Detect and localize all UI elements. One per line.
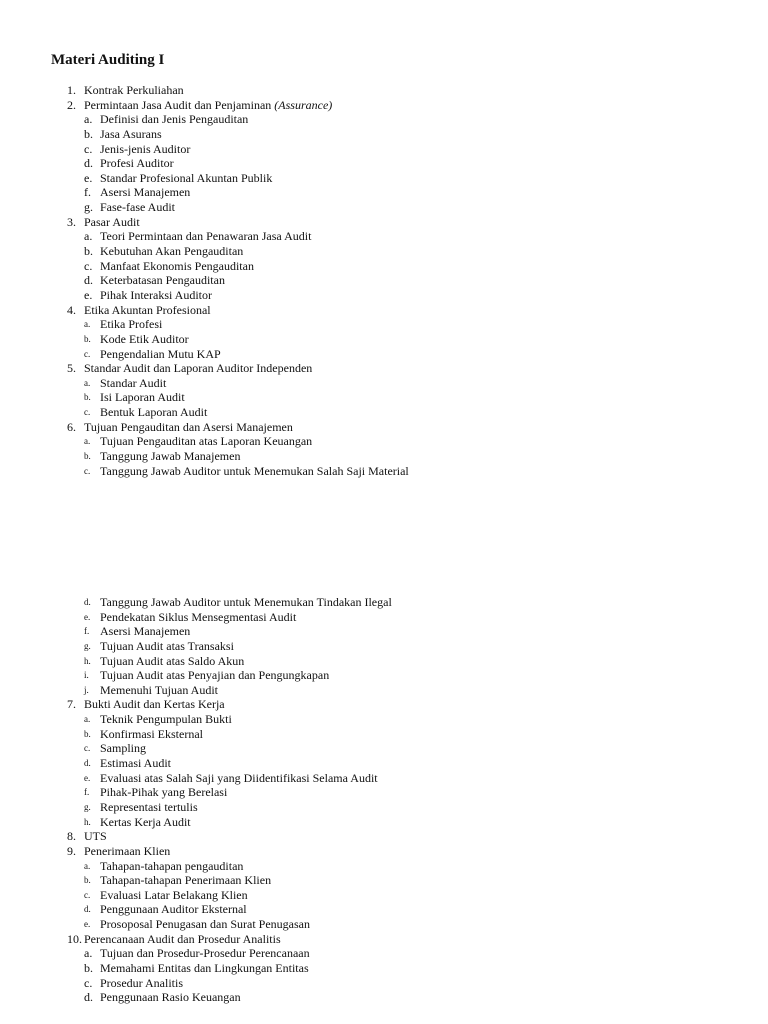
list-item-label: Pengendalian Mutu KAP — [100, 346, 221, 361]
list-item-label: Tujuan Pengauditan atas Laporan Keuangan — [100, 434, 313, 449]
list-marker: c. — [84, 407, 91, 418]
sub-list-item — [0, 273, 768, 288]
list-marker: c. — [84, 889, 91, 900]
list-item — [0, 844, 768, 859]
list-item-label: Estimasi Audit — [100, 756, 172, 771]
sub-list-item — [0, 390, 768, 405]
list-marker: 7. — [67, 697, 76, 712]
list-item-label: Permintaan Jasa Audit dan Penjaminan — [84, 97, 275, 112]
list-item-text — [100, 668, 329, 683]
list-item-label: Bukti Audit dan Kertas Kerja — [84, 697, 225, 712]
list-marker: b. — [84, 126, 93, 141]
list-item-label: Kode Etik Auditor — [100, 331, 189, 346]
list-item-label: Representasi tertulis — [100, 799, 198, 814]
list-item-label: Tujuan dan Prosedur-Prosedur Perencanaan — [100, 946, 310, 961]
list-item-label: Tujuan Pengauditan dan Asersi Manajemen — [84, 419, 293, 434]
list-item-text — [100, 142, 190, 157]
list-item — [0, 420, 768, 435]
list-marker: b. — [84, 392, 91, 403]
sub-list-item — [0, 668, 768, 683]
list-item-text — [100, 434, 312, 449]
sub-list-item — [0, 946, 768, 961]
list-marker: c. — [84, 465, 91, 476]
list-item-text — [100, 873, 271, 888]
sub-list-item — [0, 683, 768, 698]
list-item-text — [84, 83, 184, 98]
list-marker: e. — [84, 287, 93, 302]
list-item-text — [100, 376, 166, 391]
list-marker: g. — [84, 801, 91, 812]
list-item-text — [100, 156, 174, 171]
list-marker: g. — [84, 640, 91, 651]
list-item-label: Kertas Kerja Audit — [100, 814, 191, 829]
list-marker: b. — [84, 451, 91, 462]
list-item-label: Tahapan-tahapan pengauditan — [100, 858, 244, 873]
sub-list-item — [0, 112, 768, 127]
list-marker: g. — [84, 200, 93, 215]
list-item-label: Perencanaan Audit dan Prosedur Analitis — [84, 931, 281, 946]
list-item-text — [100, 902, 247, 917]
list-item-text — [84, 844, 170, 859]
list-item — [0, 215, 768, 230]
list-marker: 10. — [67, 931, 82, 946]
list-marker: f. — [84, 787, 90, 798]
list-item-text — [84, 98, 332, 113]
list-marker: b. — [84, 728, 91, 739]
list-item-label: Standar Profesional Akuntan Publik — [100, 170, 273, 185]
sub-list-item — [0, 771, 768, 786]
list-marker: a. — [84, 946, 93, 961]
list-item — [0, 98, 768, 113]
list-item-text — [100, 127, 162, 142]
list-item-text — [100, 785, 227, 800]
list-item-label: Etika Akuntan Profesional — [84, 302, 211, 317]
list-item-label: Tanggung Jawab Auditor untuk Menemukan Salah Saji Material — [100, 463, 409, 478]
list-marker: f. — [84, 185, 91, 200]
list-item-label: Asersi Manajemen — [100, 185, 191, 200]
list-item-text — [100, 756, 171, 771]
list-marker: c. — [84, 141, 93, 156]
sub-list-item — [0, 171, 768, 186]
list-item-text — [100, 288, 212, 303]
sub-list-item — [0, 859, 768, 874]
list-item-label: Teknik Pengumpulan Bukti — [100, 712, 232, 727]
list-item-label: Tujuan Audit atas Saldo Akun — [100, 653, 245, 668]
sub-list-item — [0, 127, 768, 142]
list-marker: j. — [84, 684, 89, 695]
sub-list-item — [0, 888, 768, 903]
list-item-text — [100, 347, 221, 362]
sub-list-item — [0, 917, 768, 932]
list-marker: 1. — [67, 83, 76, 97]
list-item-label: UTS — [84, 829, 107, 844]
list-marker: h. — [84, 816, 91, 827]
sub-list-item — [0, 288, 768, 303]
list-item-label: Pihak Interaksi Auditor — [100, 287, 212, 302]
list-item-text — [100, 800, 198, 815]
sub-list-item — [0, 654, 768, 669]
list-item-text — [100, 946, 310, 961]
list-item-text — [100, 976, 183, 991]
list-marker: e. — [84, 919, 91, 930]
list-item-text — [100, 449, 240, 464]
list-item-label: Definisi dan Jenis Pengauditan — [100, 112, 249, 127]
sub-list-item — [0, 756, 768, 771]
sub-list-item — [0, 990, 768, 1005]
list-item-text — [84, 361, 312, 376]
list-marker: i. — [84, 670, 89, 681]
sub-list-item — [0, 405, 768, 420]
sub-list-item — [0, 873, 768, 888]
list-item-text — [100, 624, 190, 639]
list-marker: 9. — [67, 843, 76, 858]
list-item-text — [100, 595, 392, 610]
list-item-text — [84, 215, 140, 230]
document-title: Materi Auditing I — [51, 52, 165, 68]
sub-list-item — [0, 259, 768, 274]
sub-list-item — [0, 610, 768, 625]
list-marker: d. — [84, 597, 91, 607]
list-item-label: Jenis-jenis Auditor — [100, 141, 191, 156]
list-item-text — [100, 244, 243, 259]
list-item-text — [84, 697, 225, 712]
list-marker: f. — [84, 626, 90, 637]
list-item-label: Penggunaan Rasio Keuangan — [100, 990, 241, 1005]
list-item-label: Teori Permintaan dan Penawaran Jasa Audit — [100, 229, 312, 244]
list-marker: e. — [84, 170, 93, 185]
list-item-label: Manfaat Ekonomis Pengauditan — [100, 258, 254, 273]
list-item-label: Isi Laporan Audit — [100, 390, 185, 405]
list-item-text — [100, 654, 244, 669]
sub-list-item — [0, 449, 768, 464]
list-marker: a. — [84, 860, 91, 871]
list-item-text — [100, 712, 232, 727]
list-marker: h. — [84, 655, 91, 666]
list-item-label: Sampling — [100, 741, 147, 756]
list-item-text — [100, 229, 311, 244]
list-item-label: Kebutuhan Akan Pengauditan — [100, 244, 244, 259]
list-item-label: Evaluasi Latar Belakang Klien — [100, 887, 248, 902]
list-item-text — [84, 303, 211, 318]
list-item-italic-term: (Assurance) — [274, 97, 333, 112]
list-item-text — [100, 317, 162, 332]
list-item-label: Profesi Auditor — [100, 156, 174, 171]
list-item-label: Asersi Manajemen — [100, 624, 191, 639]
list-item-label: Tujuan Audit atas Transaksi — [100, 638, 234, 653]
list-marker: 2. — [67, 97, 76, 112]
list-item-text — [100, 727, 203, 742]
list-marker: b. — [84, 333, 91, 344]
list-marker: a. — [84, 112, 93, 127]
list-marker: d. — [84, 904, 91, 915]
list-item-text — [100, 683, 218, 698]
list-item-label: Etika Profesi — [100, 317, 163, 332]
sub-list-item — [0, 347, 768, 362]
sub-list-item — [0, 244, 768, 259]
list-marker: d. — [84, 758, 91, 769]
list-item-text — [100, 390, 185, 405]
list-item-label: Tujuan Audit atas Penyajian dan Pengungkapan — [100, 668, 330, 683]
list-item-label: Keterbatasan Pengauditan — [100, 273, 225, 288]
list-item-label: Fase-fase Audit — [100, 200, 175, 215]
sub-list-item — [0, 229, 768, 244]
list-item-text — [100, 888, 248, 903]
list-item-text — [100, 405, 207, 420]
list-marker: 6. — [67, 419, 76, 434]
sub-list-item — [0, 595, 768, 610]
list-item-text — [100, 990, 241, 1005]
sub-list-item — [0, 317, 768, 332]
list-item-text — [100, 815, 191, 830]
list-item — [0, 932, 768, 947]
sub-list-item — [0, 434, 768, 449]
list-marker: 8. — [67, 829, 76, 844]
sub-list-item — [0, 976, 768, 991]
list-marker: b. — [84, 244, 93, 259]
list-item-text — [100, 610, 296, 625]
list-item-text — [100, 171, 272, 186]
sub-list-item — [0, 902, 768, 917]
sub-list-item — [0, 712, 768, 727]
list-marker: e. — [84, 772, 91, 783]
list-marker: c. — [84, 348, 91, 359]
sub-list-item — [0, 800, 768, 815]
list-item-label: Pasar Audit — [84, 214, 140, 229]
list-marker: c. — [84, 258, 93, 273]
sub-list-item — [0, 639, 768, 654]
list-marker: b. — [84, 875, 91, 886]
list-item-label: Prosedur Analitis — [100, 975, 183, 990]
list-marker: 3. — [67, 214, 76, 229]
list-item-label: Memenuhi Tujuan Audit — [100, 682, 219, 697]
list-item — [0, 83, 768, 98]
list-item-label: Standar Audit dan Laporan Auditor Independen — [84, 361, 313, 376]
list-item-label: Tanggung Jawab Auditor untuk Menemukan Tindakan Ilegal — [100, 595, 392, 609]
sub-list-item — [0, 961, 768, 976]
list-marker: a. — [84, 377, 91, 388]
list-marker: d. — [84, 990, 93, 1005]
list-item-label: Pihak-Pihak yang Berelasi — [100, 785, 228, 800]
list-item-label: Konfirmasi Eksternal — [100, 726, 203, 741]
list-marker: a. — [84, 714, 91, 725]
sub-list-item — [0, 376, 768, 391]
sub-list-item — [0, 741, 768, 756]
list-item-label: Penerimaan Klien — [84, 843, 171, 858]
list-marker: a. — [84, 436, 91, 447]
list-item-text — [84, 932, 281, 947]
sub-list-item — [0, 785, 768, 800]
list-marker: a. — [84, 229, 93, 244]
list-marker: c. — [84, 743, 91, 754]
list-item-label: Bentuk Laporan Audit — [100, 405, 208, 420]
list-item — [0, 829, 768, 844]
list-item-text — [100, 332, 189, 347]
list-item-label: Jasa Asurans — [100, 126, 162, 141]
list-item-text — [100, 771, 378, 786]
list-item-text — [100, 464, 409, 479]
sub-list-item — [0, 815, 768, 830]
list-marker: b. — [84, 961, 93, 976]
list-item-label: Prosoposal Penugasan dan Surat Penugasan — [100, 917, 310, 932]
list-marker: d. — [84, 273, 93, 288]
outline-list-part-2 — [0, 595, 768, 1005]
sub-list-item — [0, 185, 768, 200]
list-marker: 4. — [67, 302, 76, 317]
list-item — [0, 697, 768, 712]
list-item — [0, 361, 768, 376]
sub-list-item — [0, 332, 768, 347]
sub-list-item — [0, 727, 768, 742]
list-marker: d. — [84, 156, 93, 171]
list-marker: e. — [84, 611, 91, 622]
list-item-text — [100, 273, 225, 288]
sub-list-item — [0, 200, 768, 215]
list-item-text — [84, 420, 293, 435]
list-item-label: Memahami Entitas dan Lingkungan Entitas — [100, 961, 309, 976]
list-marker: a. — [84, 319, 91, 330]
list-item — [0, 303, 768, 318]
list-item-label: Tanggung Jawab Manajemen — [100, 449, 241, 464]
list-item-text — [100, 112, 248, 127]
outline-list-part-1 — [0, 83, 768, 478]
list-item-text — [100, 859, 243, 874]
list-item-label: Penggunaan Auditor Eksternal — [100, 902, 247, 917]
list-item-text — [84, 829, 107, 844]
list-marker: c. — [84, 975, 93, 990]
list-item-text — [100, 917, 310, 932]
list-item-label: Pendekatan Siklus Mensegmentasi Audit — [100, 609, 297, 624]
list-item-text — [100, 741, 146, 756]
list-item-text — [100, 200, 175, 215]
sub-list-item — [0, 142, 768, 157]
list-item-label: Tahapan-tahapan Penerimaan Klien — [100, 873, 272, 888]
list-item-label: Evaluasi atas Salah Saji yang Diidentifikasi Selama Audit — [100, 770, 378, 785]
list-item-text — [100, 639, 234, 654]
list-item-label: Standar Audit — [100, 375, 167, 390]
list-item-text — [100, 259, 254, 274]
list-item-text — [100, 185, 190, 200]
sub-list-item — [0, 624, 768, 639]
sub-list-item — [0, 464, 768, 479]
sub-list-item — [0, 156, 768, 171]
list-marker: 5. — [67, 361, 76, 376]
list-item-label: Kontrak Perkuliahan — [84, 83, 184, 97]
list-item-text — [100, 961, 309, 976]
